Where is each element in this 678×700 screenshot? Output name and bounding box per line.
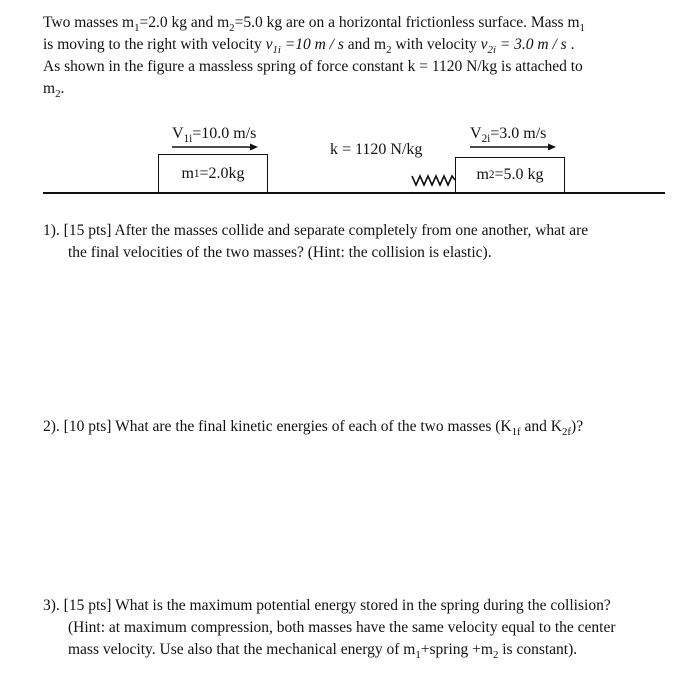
intro-line-3: As shown in the figure a massless spring of force constant k = 1120 N/kg is attached to: [43, 58, 583, 75]
spring: [412, 176, 455, 185]
question-3: [43, 595, 673, 661]
question-3-line-2: (Hint: at maximum compression, both masses have the same velocity equal to the center: [68, 619, 616, 636]
v2-arrowhead: [548, 144, 556, 151]
v2-label: $V_{2i}=3.0$ m/s: [470, 125, 547, 146]
v1-label: $V_{1i}=10.0$ m/s: [172, 125, 257, 146]
collision-figure: [0, 118, 678, 202]
mass-1-block: m 1 =2.0kg: [158, 154, 268, 193]
v1-arrowhead: [250, 144, 258, 151]
question-3-line-1: 3). [15 pts] What is the maximum potential energy stored in the spring during the collision?: [43, 597, 611, 614]
intro-line-1: Two masses $m_1=2.0$ kg and $m_2=5.0$ kg are on a horizontal frictionless surface. Mass $m_1$: [43, 14, 585, 35]
figure-drawing: [0, 118, 678, 202]
problem-intro: [43, 12, 665, 100]
question-1-line-2: the final velocities of the two masses? (Hint: the collision is elastic).: [68, 244, 492, 261]
mass-2-block: m 2 =5.0 kg: [455, 157, 565, 193]
question-2-line-1: 2). [10 pts] What are the final kinetic energies of each of the two masses ($K_{1f}$ and $K_{2f}$)?: [43, 418, 584, 439]
intro-line-2: is moving to the right with velocity $v_{1i} =10$ m / s and $m_2$ with velocity $v_{2i} = 3.0$ m / s .: [43, 36, 575, 57]
intro-line-4: $m_2$.: [43, 80, 65, 101]
question-2: [43, 416, 673, 438]
question-1: [43, 220, 673, 264]
question-1-line-1: 1). [15 pts] After the masses collide and separate completely from one another, what are: [43, 222, 589, 239]
question-3-line-3: mass velocity. Use also that the mechanical energy of $m_1+spring +m_2$ is constant).: [68, 641, 578, 662]
spring-constant-label: k = 1120 N/kg: [330, 141, 423, 158]
